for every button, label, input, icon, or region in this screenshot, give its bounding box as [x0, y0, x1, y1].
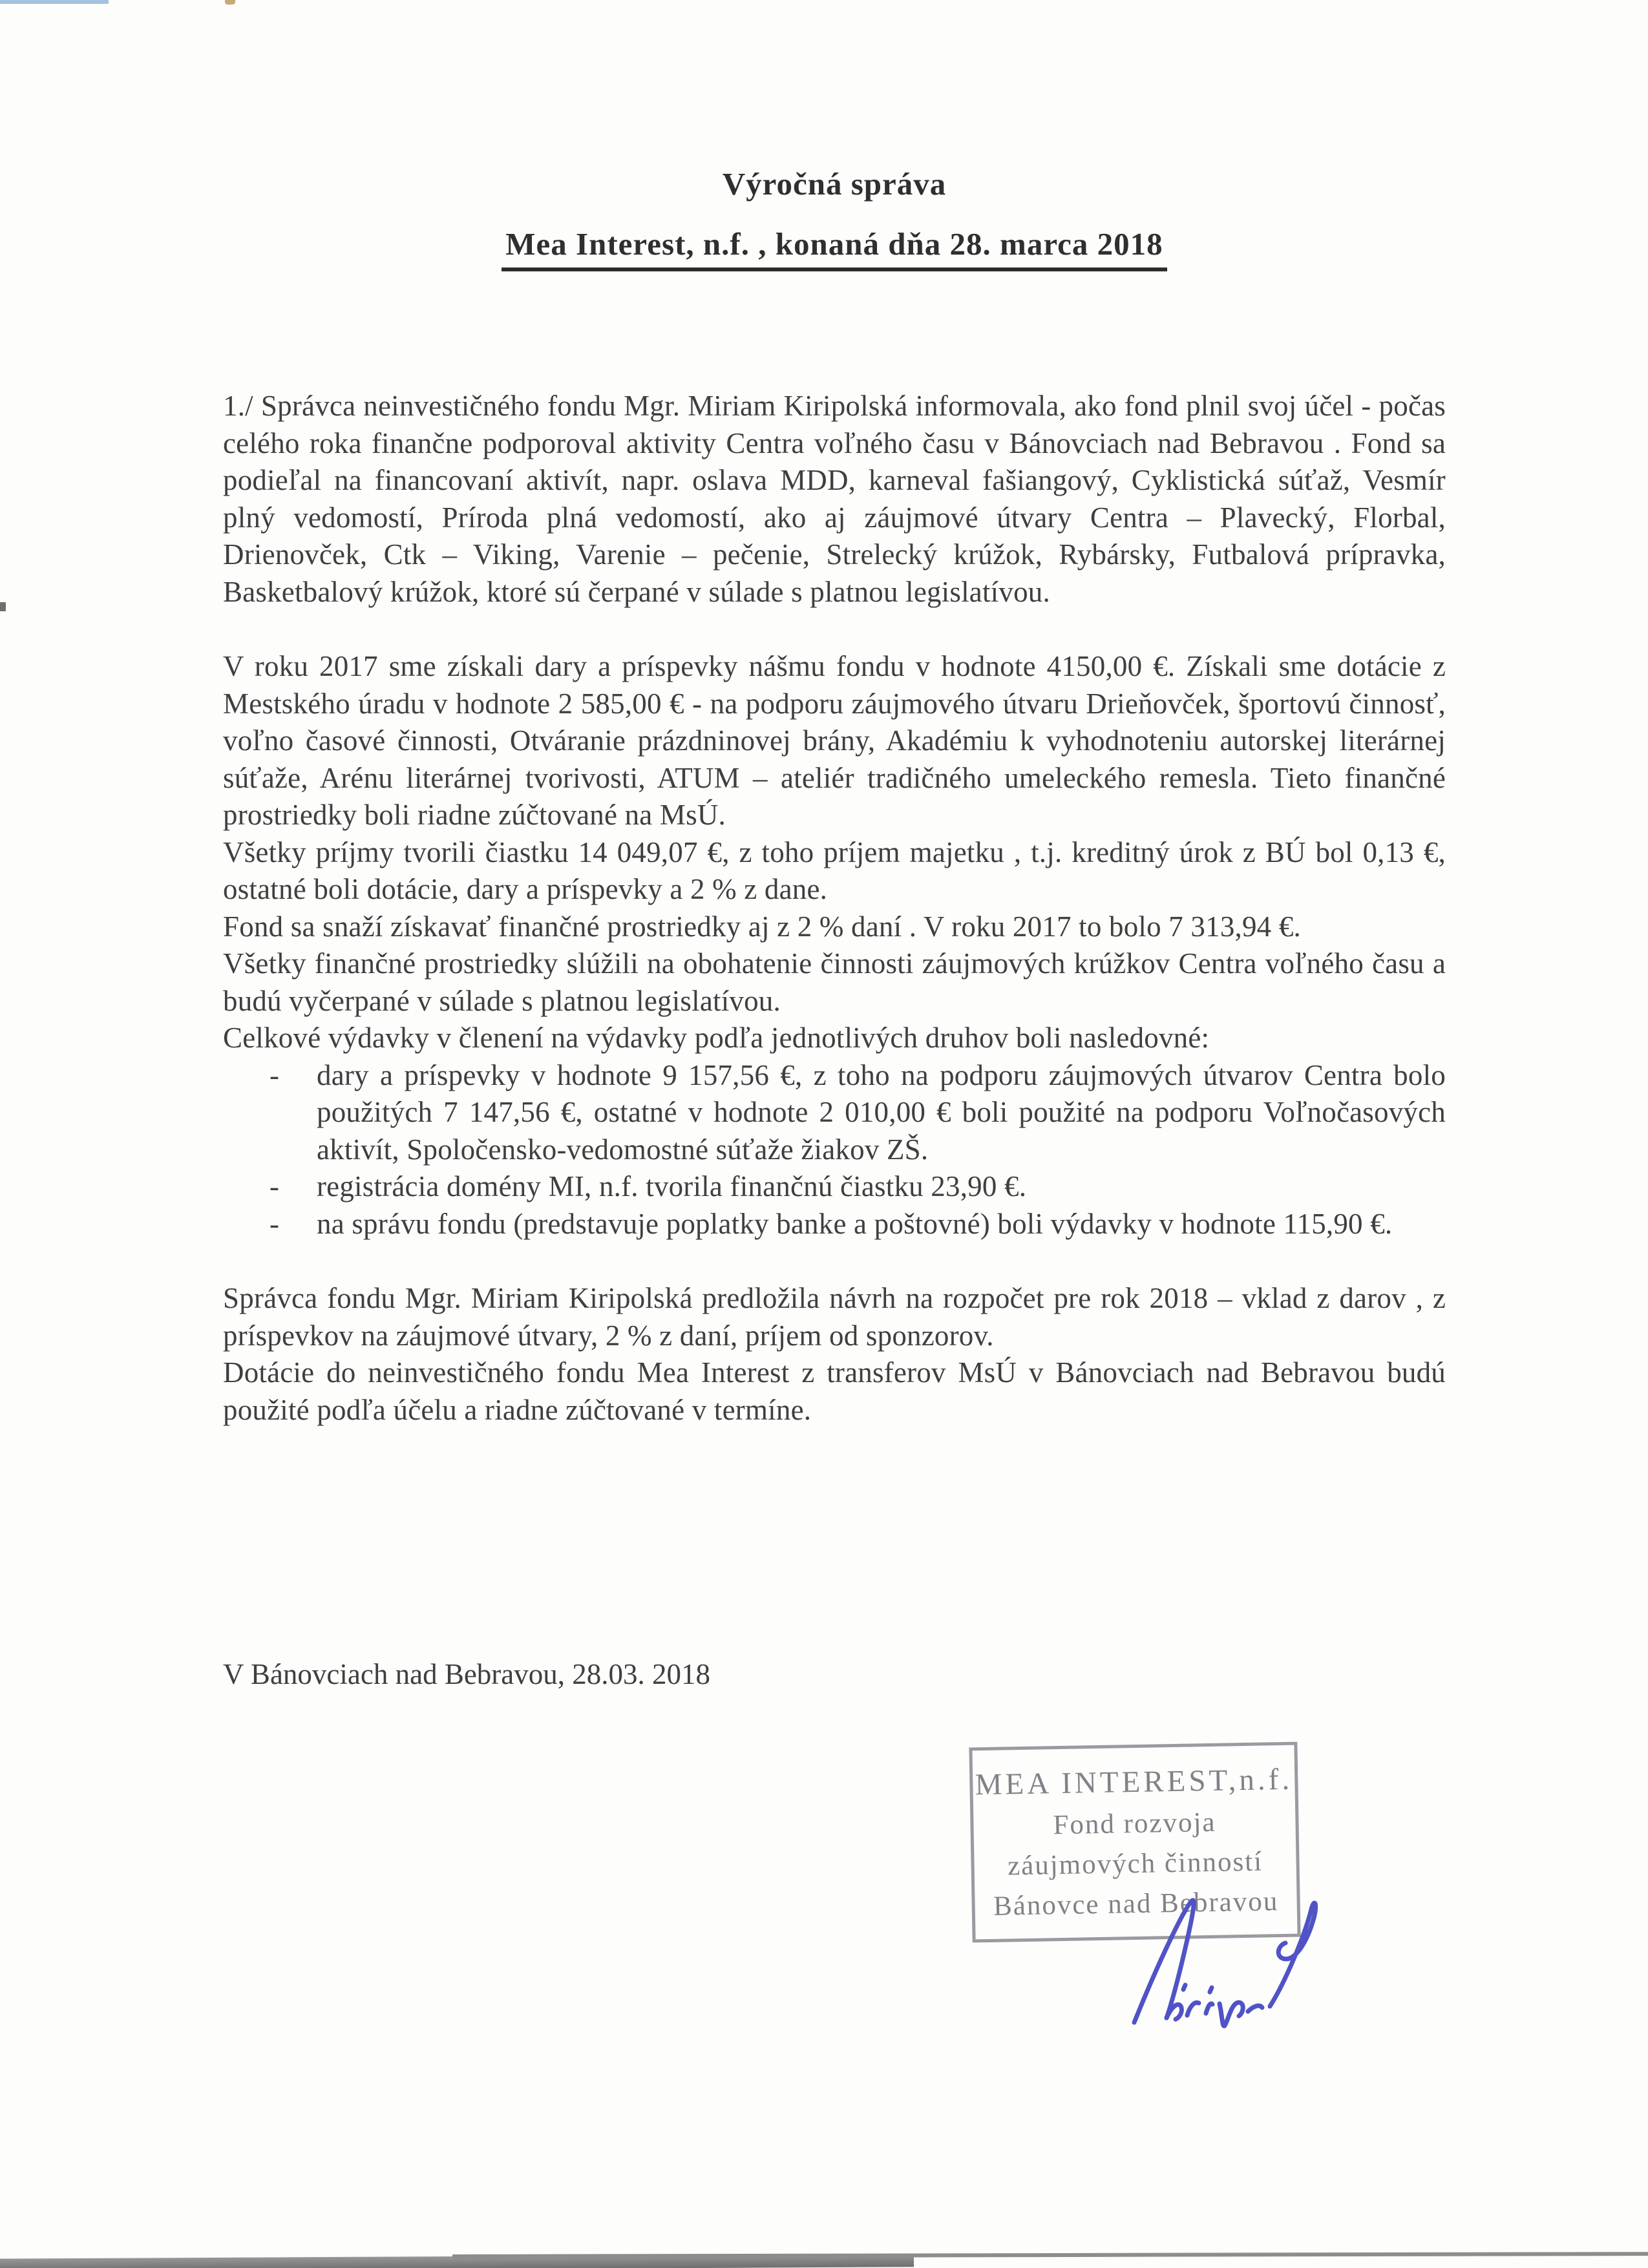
stamp-line-activities: záujmových činností: [1007, 1846, 1263, 1882]
document-title-block: [223, 165, 1446, 271]
paragraph-fund-purpose: 1./ Správca neinvestičného fondu Mgr. Miriam Kiripolská informovala, ako fond plnil svoj účel - počas celého roka finančne podporoval aktivity Centra voľného času v Bánovciach nad Bebravou . Fond sa podieľal na financovaní aktivít, napr. oslava MDD, karneval fašiangový, Cyklistická súťaž, Vesmír plný vedomostí, Príroda plná vedomostí, ako aj záujmové útvary Centra – Plavecký, Florbal, Drienovček, Ctk – Viking, Varenie – pečenie, Strelecký krúžok, Rybársky, Futbalová prípravka, Basketbalový krúžok, ktoré sú čerpané v súlade s platnou legislatívou.: [223, 390, 1446, 608]
paragraph-funds-usage: Všetky finančné prostriedky slúžili na obohatenie činnosti záujmových krúžkov Centra voľného času a budú vyčerpané v súlade s platnou legislatívou.: [223, 947, 1446, 1017]
paragraph-expenses-intro: Celkové výdavky v členení na výdavky podľa jednotlivých druhov boli nasledovné:: [223, 1022, 1210, 1054]
paragraph-budget-2018: Správca fondu Mgr. Miriam Kiripolská predložila návrh na rozpočet pre rok 2018 – vklad z darov , z príspevkov na záujmové útvary, 2 % z daní, príjem od sponzorov.: [223, 1282, 1446, 1352]
stamp-org-name: MEA INTEREST,n.f.: [975, 1762, 1293, 1802]
stamp-line-fund: Fond rozvoja: [1053, 1807, 1216, 1841]
document-title: Výročná správa: [722, 166, 947, 202]
list-item-donations: - dary a príspevky v hodnote 9 157,56 €, z toho na podporu záujmových útvarov Centra bolo použitých 7 147,56 €, ostatné v hodnote 2 010,00 € boli použité na podporu Voľnočasových aktivít, Spoločensko-vedomostné súťaže žiakov ZŠ.: [223, 1057, 1446, 1169]
paragraph-total-income: Všetky príjmy tvorili čiastku 14 049,07 €, z toho príjem majetku , t.j. kreditný úrok z BÚ bol 0,13 €, ostatné boli dotácie, dary a príspevky a 2 % z dane.: [223, 835, 1446, 905]
stamp-line-city: Bánovce nad Bebravou: [993, 1886, 1279, 1922]
scan-speck-left: [0, 602, 6, 611]
list-item-admin: - na správu fondu (predstavuje poplatky banke a poštovné) boli výdavky v hodnote 115,90 €.: [223, 1206, 1446, 1243]
paragraph-tax-share: Fond sa snaží získavať finančné prostriedky aj z 2 % daní . V roku 2017 to bolo 7 313,94 €.: [223, 910, 1301, 943]
scan-edge-bottom-right: [452, 2252, 1648, 2258]
document-subtitle-wrap: [223, 226, 1446, 271]
scan-edge-top: [0, 0, 109, 4]
list-item-domain: - registrácia domény MI, n.f. tvorila finančnú čiastku 23,90 €.: [223, 1168, 1446, 1206]
handwritten-signature: [1121, 1884, 1347, 2058]
document-body: [223, 388, 1446, 1429]
scan-speck-top: [225, 0, 235, 5]
paragraph-grants-usage: Dotácie do neinvestičného fondu Mea Interest z transferov MsÚ v Bánovciach nad Bebravou budú použité podľa účelu a riadne zúčtované v termíne.: [223, 1356, 1446, 1426]
document-subtitle: Mea Interest, n.f. , konaná dňa 28. marca 2018: [502, 226, 1167, 271]
paragraph-income-2017: V roku 2017 sme získali dary a príspevky nášmu fondu v hodnote 4150,00 €. Získali sme dotácie z Mestského úradu v hodnote 2 585,00 € - na podporu záujmového útvaru Drieňovček, športovú činnosť, voľno časové činnosti, Otváranie prázdninovej brány, Akadémiu k vyhodnoteniu autorskej literárnej súťaže, Arénu literárnej tvorivosti, ATUM – ateliér tradičného umeleckého remesla. Tieto finančné prostriedky boli riadne zúčtované na MsÚ.: [223, 650, 1446, 831]
place-and-date-line: V Bánovciach nad Bebravou, 28.03. 2018: [223, 1658, 711, 1690]
expenses-list: [223, 1057, 1446, 1243]
